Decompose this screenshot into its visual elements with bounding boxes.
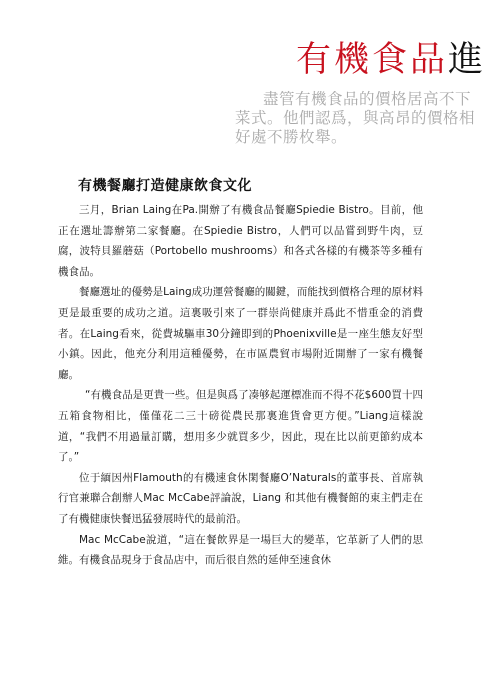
lead-line: 菜式。他們認爲，與高昂的價格相: [235, 109, 476, 127]
body-paragraph: 餐廳選址的優勢是Laing成功運營餐廳的關鍵，而能找到價格合理的原材料更是最重要的成功之道。這裏吸引來了一群崇尚健康并爲此不惜重金的消費者。在Laing看來，從費城驅車30分鐘即到的Phoenixville是一座生態友好型小鎮。因此，他充分利用這種優勢，在市區農貿市場附近開辦了一家有機餐廳。: [58, 286, 423, 381]
lead-paragraph: [235, 90, 495, 147]
headline-main: 有機食品: [296, 40, 449, 80]
body-paragraph: Mac McCabe說道，“這在餐飲界是一場巨大的變革，它革新了人們的思維。有機食品現身于食品店中，而后很自然的延伸至速食休: [58, 533, 423, 567]
lead-line: 盡管有機食品的價格居高不下: [263, 90, 472, 108]
lead-line: 好處不勝枚舉。: [235, 128, 348, 146]
headline-last-char: 進: [448, 40, 487, 80]
body-paragraph: 三月，Brian Laing在Pa.開辦了有機食品餐廳Spiedie Bistro。目前，他正在選址籌辦第二家餐廳。在Spiedie Bistro，人們可以品嘗到野牛肉，豆腐，波特貝羅蘑菇（Portobello mushrooms）和各式各樣的有機茶等多種有機食品。: [58, 204, 423, 278]
body-paragraph: “有機食品是更貴一些。但是與爲了凑够起運標准而不得不花$600買十四五箱食物相比，僅僅花二三十磅從農民那裏進貨會更方便。”Liang這樣說道，“我們不用過量訂購，想用多少就買多少，因此，現在比以前更節約成本了。”: [58, 389, 423, 464]
headline: [296, 40, 486, 80]
section-title: 有機餐廳打造健康飲食文化: [78, 178, 252, 194]
article-body: [58, 200, 423, 571]
body-paragraph: 位于緬因州Flamouth的有機速食休閑餐廳O’Naturals的董事長、首席執行官兼聯合創辦人Mac McCabe評論說，Liang 和其他有機餐館的東主們走在了有機健康快餐迅猛發展時代的最前沿。: [58, 471, 423, 525]
